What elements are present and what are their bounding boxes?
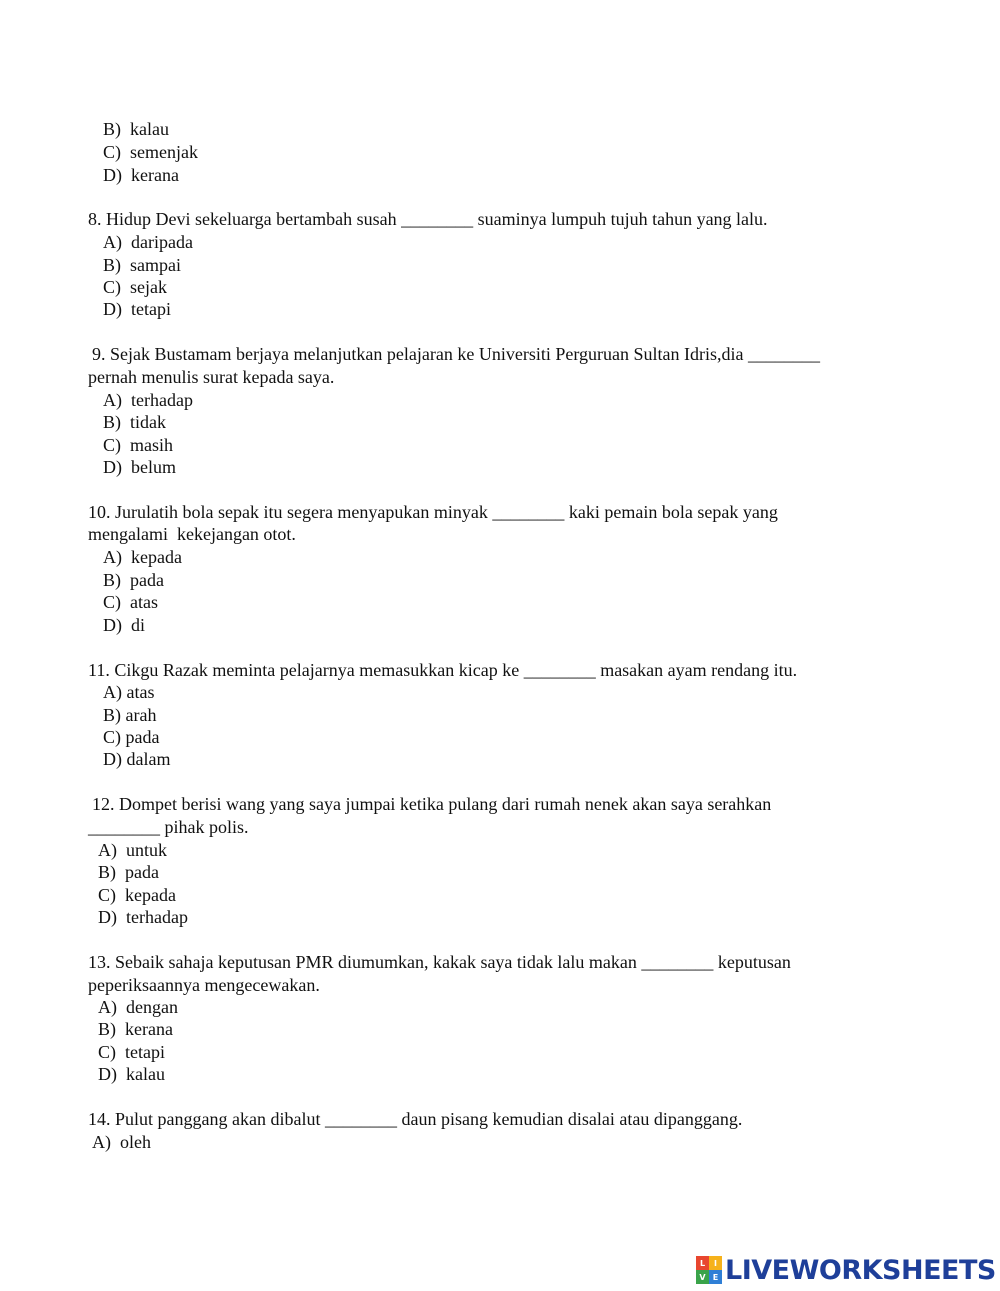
option-a-q13: A) dengan bbox=[98, 997, 178, 1017]
question-10: 10. Jurulatih bola sepak itu segera menyapukan minyak ________ kaki pemain bola sepak yang bbox=[88, 502, 778, 522]
option-d-q13: D) kalau bbox=[98, 1064, 165, 1084]
option-a-q10: A) kepada bbox=[103, 547, 182, 567]
option-d-q10: D) di bbox=[103, 615, 145, 635]
liveworksheets-logo-icon bbox=[696, 1256, 722, 1284]
option-d-q8: D) tetapi bbox=[103, 299, 171, 319]
option-d-q7: D) kerana bbox=[103, 165, 179, 185]
option-a-q14: A) oleh bbox=[92, 1132, 151, 1152]
option-c-q13: C) tetapi bbox=[98, 1042, 165, 1062]
option-d-q9: D) belum bbox=[103, 457, 176, 477]
question-8: 8. Hidup Devi sekeluarga bertambah susah ________ suaminya lumpuh tujuh tahun yang lalu. bbox=[88, 209, 768, 229]
option-d-q11: D) dalam bbox=[103, 749, 171, 769]
option-a-q11: A) atas bbox=[103, 682, 155, 702]
question-9-continued: pernah menulis surat kepada saya. bbox=[88, 367, 335, 387]
option-a-q9: A) terhadap bbox=[103, 390, 193, 410]
logo-icon-letter-l: L bbox=[696, 1256, 709, 1270]
question-13: 13. Sebaik sahaja keputusan PMR diumumkan, kakak saya tidak lalu makan ________ keputusan bbox=[88, 952, 791, 972]
option-c-q12: C) kepada bbox=[98, 885, 176, 905]
logo-icon-letter-e: E bbox=[709, 1270, 722, 1284]
option-d-q12: D) terhadap bbox=[98, 907, 188, 927]
question-9: 9. Sejak Bustamam berjaya melanjutkan pelajaran ke Universiti Perguruan Sultan Idris,dia ________ bbox=[92, 344, 820, 364]
question-12-continued: ________ pihak polis. bbox=[88, 817, 249, 837]
question-11: 11. Cikgu Razak meminta pelajarnya memasukkan kicap ke ________ masakan ayam rendang itu. bbox=[88, 660, 798, 680]
option-c-q9: C) masih bbox=[103, 435, 173, 455]
question-12: 12. Dompet berisi wang yang saya jumpai ketika pulang dari rumah nenek akan saya serahkan bbox=[92, 794, 772, 814]
option-b-q8: B) sampai bbox=[103, 255, 181, 275]
option-b-q10: B) pada bbox=[103, 570, 164, 590]
option-c-q10: C) atas bbox=[103, 592, 158, 612]
option-b-q9: B) tidak bbox=[103, 412, 166, 432]
option-b-q12: B) pada bbox=[98, 862, 159, 882]
logo-icon-letter-v: V bbox=[696, 1270, 709, 1284]
option-b-q13: B) kerana bbox=[98, 1019, 173, 1039]
option-c-q11: C) pada bbox=[103, 727, 160, 747]
liveworksheets-logo-text: LIVEWORKSHEETS bbox=[725, 1254, 996, 1286]
option-c-q8: C) sejak bbox=[103, 277, 167, 297]
option-a-q12: A) untuk bbox=[98, 840, 167, 860]
option-b-q7: B) kalau bbox=[103, 119, 169, 139]
question-13-continued: peperiksaannya mengecewakan. bbox=[88, 975, 320, 995]
option-c-q7: C) semenjak bbox=[103, 142, 198, 162]
liveworksheets-logo bbox=[696, 1254, 996, 1286]
question-14: 14. Pulut panggang akan dibalut ________ daun pisang kemudian disalai atau dipanggang. bbox=[88, 1109, 743, 1129]
option-a-q8: A) daripada bbox=[103, 232, 193, 252]
option-b-q11: B) arah bbox=[103, 705, 157, 725]
question-10-continued: mengalami kekejangan otot. bbox=[88, 524, 296, 544]
logo-icon-letter-i: I bbox=[709, 1256, 722, 1270]
